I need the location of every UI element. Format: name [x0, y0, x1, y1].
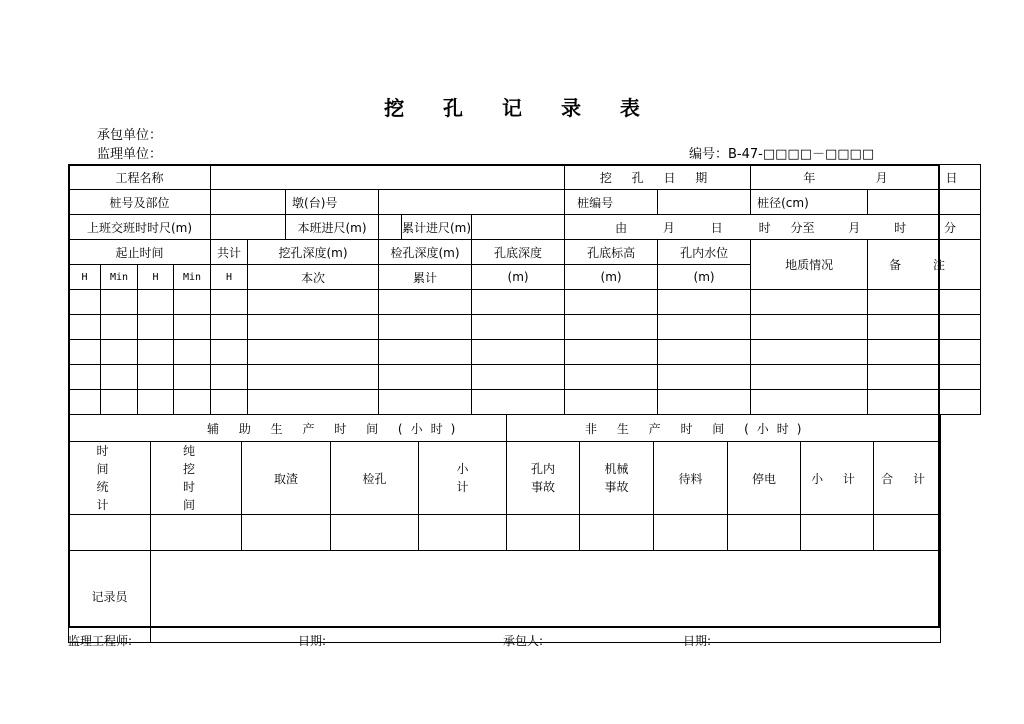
time-hour2-label: 时	[894, 220, 907, 235]
hole-accident-header: 孔内 事故	[507, 442, 580, 515]
time-day-label: 日	[710, 220, 723, 235]
supervisor-engineer-label: 监理工程师:	[68, 634, 133, 648]
table-row	[69, 315, 981, 340]
pier-label: 墩(台)号	[286, 190, 379, 215]
time-min-label: 分	[943, 220, 956, 235]
time-hour-label: 时	[758, 220, 771, 235]
start-stop-time-header: 起止时间	[69, 240, 211, 265]
recorder-value[interactable]	[151, 551, 941, 643]
unit-m-header-3: (m)	[658, 265, 751, 290]
hour-header-2: H	[138, 265, 174, 290]
previous-depth-value[interactable]	[211, 215, 286, 240]
table-row	[69, 340, 981, 365]
pile-diameter-label: 桩径(cm)	[751, 190, 868, 215]
unit-m-header-2: (m)	[565, 265, 658, 290]
nonproductive-time-header: 非 生 产 时 间 (小时)	[507, 415, 941, 442]
record-table-lower	[68, 414, 941, 643]
table-row	[69, 390, 981, 415]
pile-position-label: 桩号及部位	[69, 190, 211, 215]
grand-total-header: 合 计	[874, 442, 941, 515]
pile-diameter-value[interactable]	[868, 190, 981, 215]
wait-material-header: 待料	[654, 442, 728, 515]
project-name-value[interactable]	[211, 165, 565, 190]
minute-header-2: Min	[174, 265, 211, 290]
dig-date-month: 月	[875, 170, 888, 185]
pile-number-value[interactable]	[658, 190, 751, 215]
aux-subtotal-header: 小 计	[419, 442, 507, 515]
pier-value[interactable]	[379, 190, 565, 215]
pile-number-label: 桩编号	[565, 190, 658, 215]
cumulative-value[interactable]	[472, 215, 565, 240]
remove-spoil-header: 取渣	[242, 442, 331, 515]
unit-m-header-1: (m)	[472, 265, 565, 290]
page-title: 挖 孔 记 录 表	[384, 96, 656, 120]
pile-position-value[interactable]	[211, 190, 286, 215]
check-depth-header: 检孔深度(m)	[379, 240, 472, 265]
aux-time-header: 辅 助 生 产 时 间 (小时)	[69, 415, 507, 442]
table-row	[69, 365, 981, 390]
this-shift-label: 本班进尺(m)	[286, 215, 379, 240]
minute-header-1: Min	[101, 265, 138, 290]
footer-date-2: 日期:	[683, 634, 712, 648]
bottom-elevation-header: 孔底标高	[565, 240, 658, 265]
nonprod-subtotal-header: 小 计	[801, 442, 874, 515]
time-month2-label: 月	[848, 220, 861, 235]
footer-date-1: 日期:	[298, 634, 327, 648]
hour-header-1: H	[69, 265, 101, 290]
machine-accident-header: 机械 事故	[580, 442, 654, 515]
table-row	[69, 515, 941, 551]
cumulative-label: 累计进尺(m)	[401, 220, 472, 235]
serial-number: 编号：B-47-□□□□－□□□□	[689, 147, 875, 162]
contractor-label: 承包人:	[503, 634, 544, 648]
pure-dig-time-header: 纯 挖 时 间	[151, 442, 242, 515]
bottom-depth-header: 孔底深度	[472, 240, 565, 265]
recorder-label: 记录员	[69, 551, 151, 643]
this-shift-value[interactable]	[379, 215, 402, 239]
hour-header-3: H	[211, 265, 248, 290]
supervisor-unit-label: 监理单位：	[97, 147, 163, 162]
project-name-label: 工程名称	[69, 165, 211, 190]
dig-depth-header: 挖孔深度(m)	[248, 240, 379, 265]
check-hole-header: 检孔	[331, 442, 419, 515]
geology-header: 地质情况	[751, 240, 868, 290]
time-from-label: 由	[615, 220, 628, 235]
dig-date-label: 挖 孔 日 期	[565, 165, 751, 190]
this-time-header: 本次	[248, 265, 379, 290]
time-month-label: 月	[662, 220, 675, 235]
total-header: 共计	[211, 240, 248, 265]
table-row	[69, 290, 981, 315]
remarks-header: 备 注	[868, 240, 981, 290]
dig-date-year[interactable]: 年	[751, 165, 868, 190]
power-outage-header: 停电	[728, 442, 801, 515]
time-range[interactable]	[565, 215, 981, 240]
contractor-unit-label: 承包单位：	[97, 128, 163, 143]
accumulated-header: 累计	[379, 265, 472, 290]
time-statistics-header: 时 间 统 计	[69, 442, 151, 515]
time-min-to-label: 分至	[790, 220, 815, 235]
previous-depth-label: 上班交班时时尺(m)	[69, 215, 211, 240]
water-level-header: 孔内水位	[658, 240, 751, 265]
dig-date-day: 日	[945, 170, 958, 185]
record-table	[68, 164, 981, 415]
